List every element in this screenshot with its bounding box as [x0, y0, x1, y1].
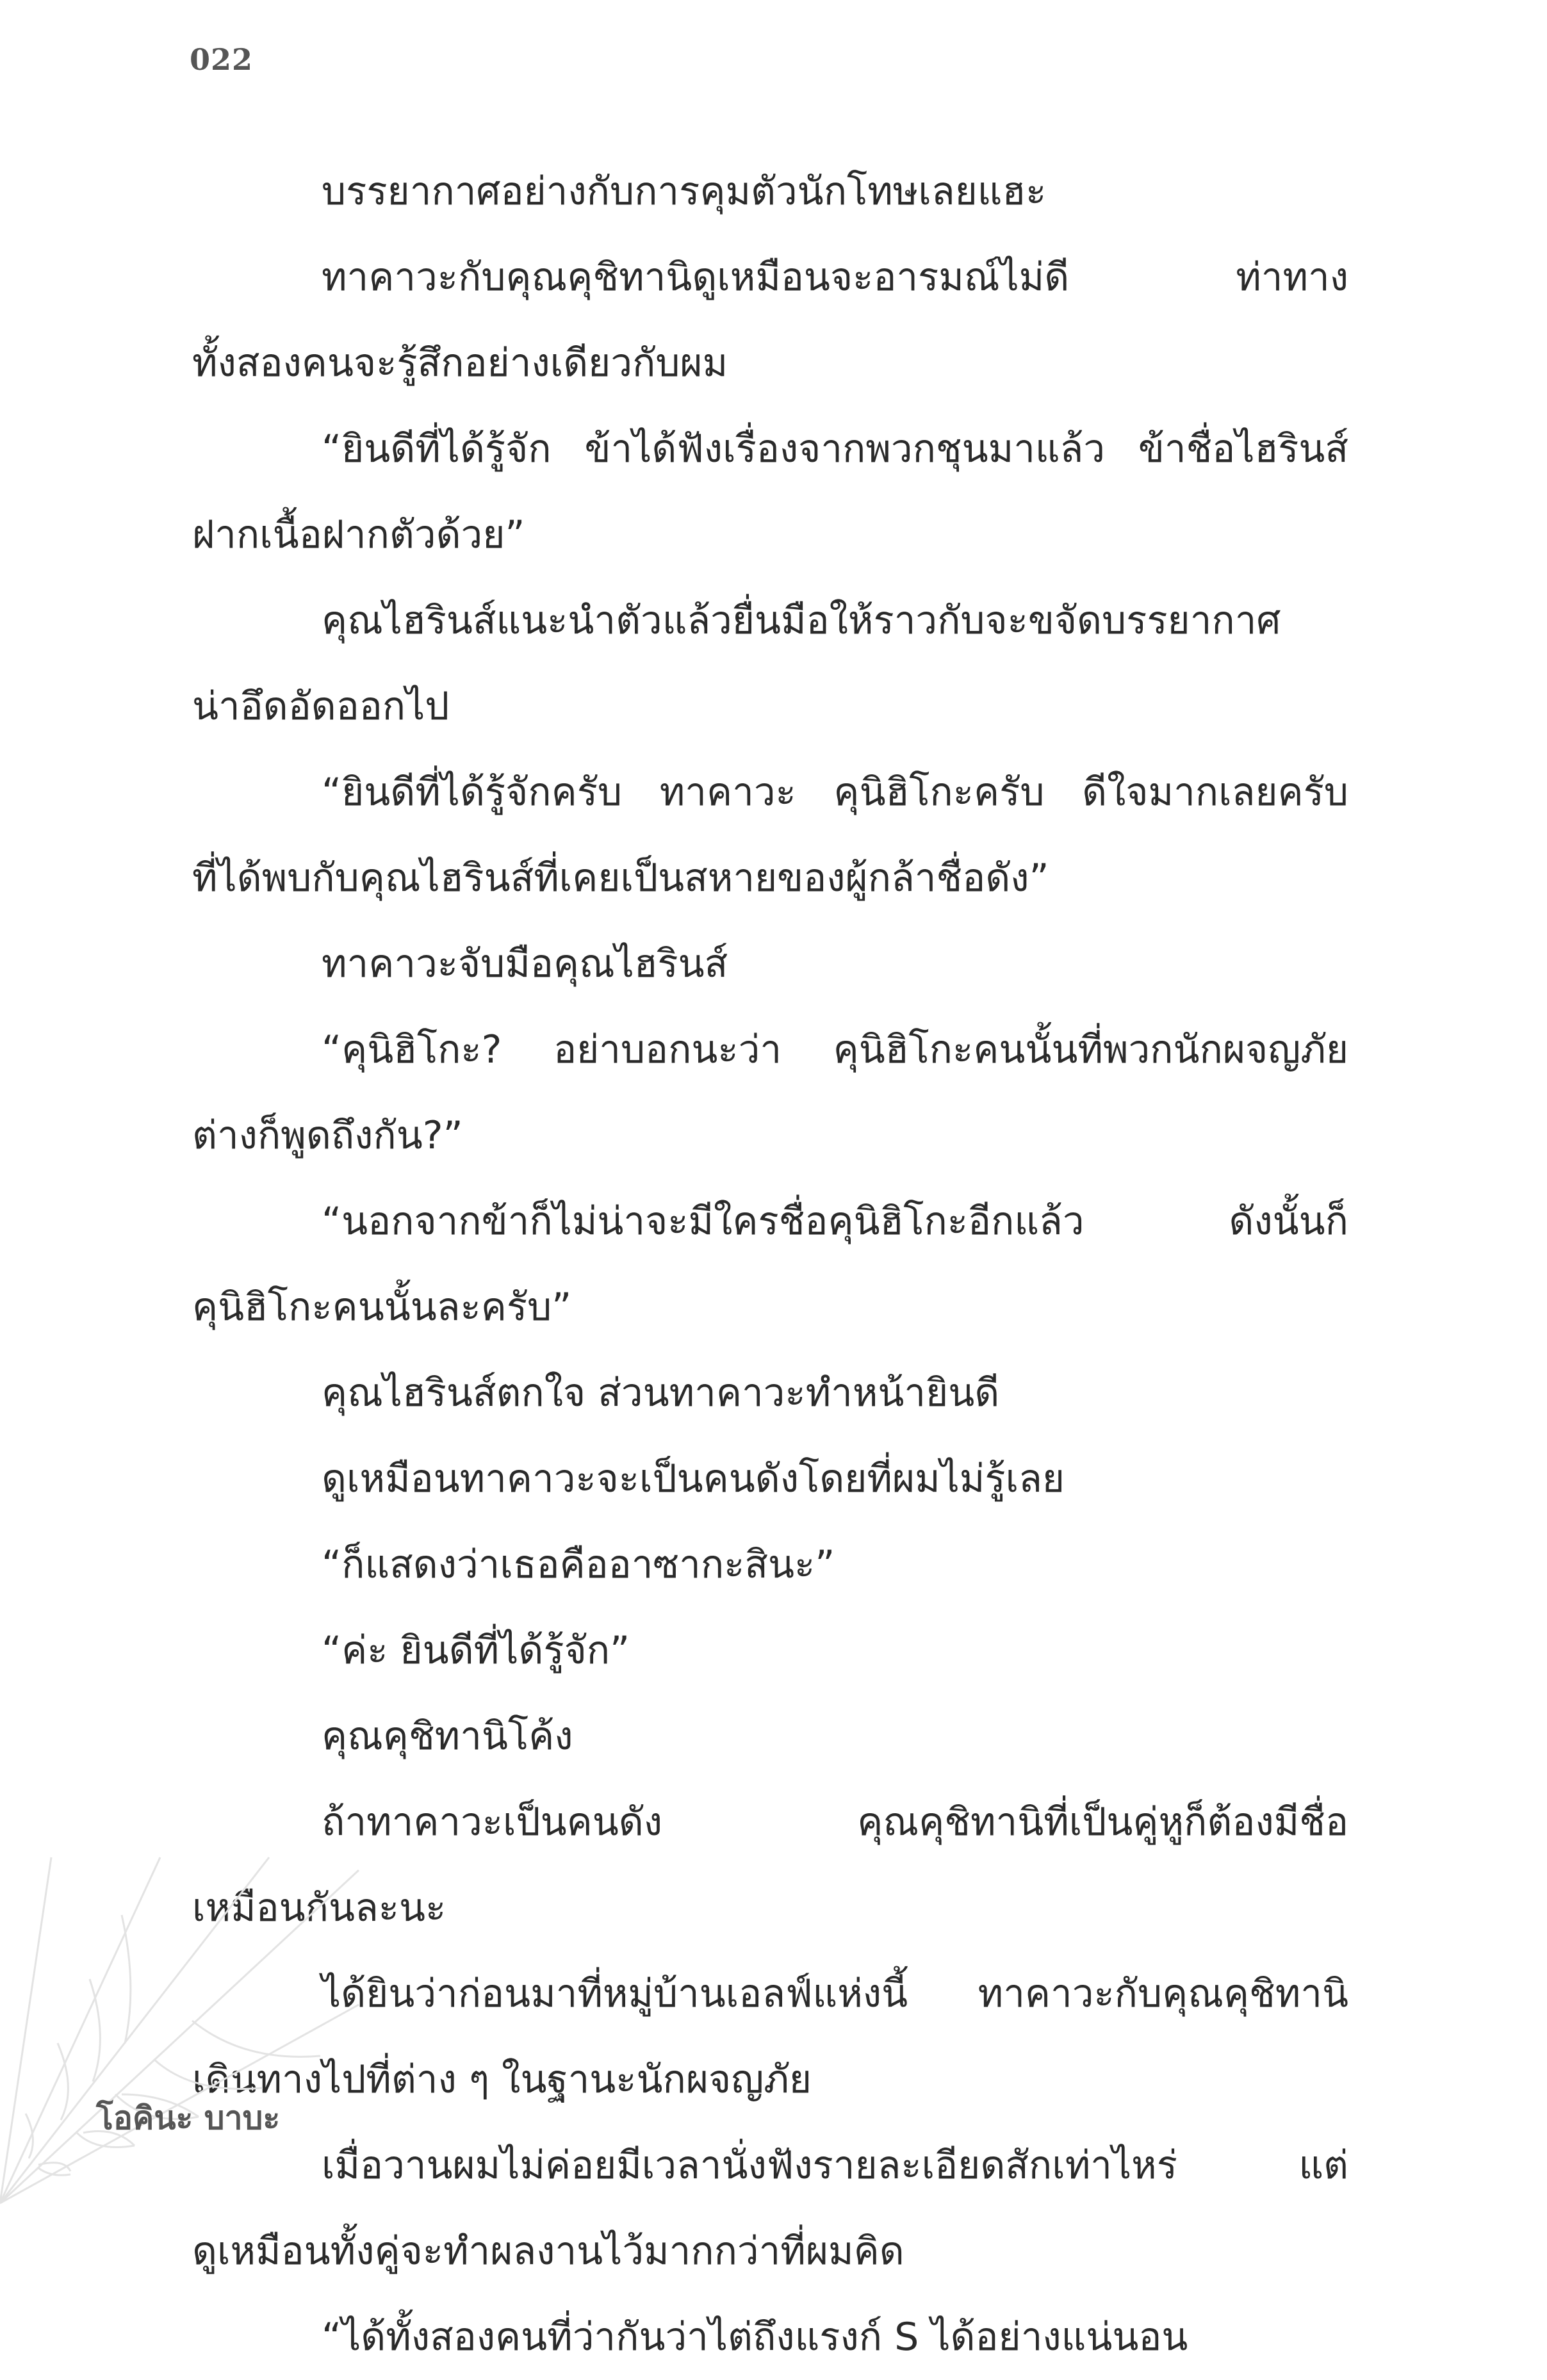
- text-line: บรรยากาศอย่างกับการคุมตัวนักโทษเลยแฮะ: [322, 169, 1047, 214]
- spider-web-decoration: [0, 1857, 359, 2203]
- text-line: ที่ได้พบกับคุณไฮรินส์ที่เคยเป็นสหายของผู้กล้าชื่อดัง”: [192, 856, 1049, 901]
- text-line: ทาคาวะจับมือคุณไฮรินส์: [322, 941, 728, 986]
- text-line: “คุนิฮิโกะ? อย่าบอกนะว่า คุนิฮิโกะคนนั้นที่พวกนักผจญภัย: [322, 1027, 1348, 1072]
- text-line: ได้ยินว่าก่อนมาที่หมู่บ้านเอลฟ์แห่งนี้ ทาคาวะกับคุณคุชิทานิ: [322, 1971, 1348, 2016]
- text-line: เมื่อวานผมไม่ค่อยมีเวลานั่งฟังรายละเอียดสักเท่าไหร่ แต่: [322, 2143, 1348, 2188]
- text-line: คุณไฮรินส์แนะนำตัวแล้วยื่นมือให้ราวกับจะขจัดบรรยากาศ: [322, 598, 1281, 643]
- text-line: “ยินดีที่ได้รู้จัก ข้าได้ฟังเรื่องจากพวกชุนมาแล้ว ข้าชื่อไฮรินส์: [322, 427, 1348, 471]
- text-line: “ก็แสดงว่าเธอคืออาซากะสินะ”: [322, 1542, 835, 1587]
- text-line: เดินทางไปที่ต่าง ๆ ในฐานะนักผจญภัย: [192, 2057, 812, 2102]
- text-line: คุณไฮรินส์ตกใจ ส่วนทาคาวะทำหน้ายินดี: [322, 1371, 1000, 1415]
- text-line: “นอกจากข้าก็ไม่น่าจะมีใครชื่อคุนิฮิโกะอีกแล้ว ดังนั้นก็: [322, 1199, 1348, 1244]
- text-line: ดูเหมือนทั้งคู่จะทำผลงานไว้มากกว่าที่ผมคิด: [192, 2229, 904, 2274]
- text-line: “ยินดีที่ได้รู้จักครับ ทาคาวะ คุนิฮิโกะครับ ดีใจมากเลยครับ: [322, 770, 1348, 815]
- text-line: “ได้ทั้งสองคนที่ว่ากันว่าไต่ถึงแรงก์ S ได้อย่างแน่นอน: [322, 2315, 1188, 2360]
- text-line: คุณคุชิทานิโค้ง: [322, 1714, 573, 1759]
- text-line: ต่างก็พูดถึงกัน?”: [192, 1113, 463, 1158]
- text-line: “ค่ะ ยินดีที่ได้รู้จัก”: [322, 1628, 630, 1673]
- body-text: [192, 149, 1348, 2380]
- text-line: เหมือนกันละนะ: [192, 1886, 446, 1930]
- text-line: ทั้งสองคนจะรู้สึกอย่างเดียวกับผม: [192, 341, 728, 386]
- text-line: น่าอึดอัดออกไป: [192, 684, 450, 729]
- text-line: ดูเหมือนทาคาวะจะเป็นคนดังโดยที่ผมไม่รู้เลย: [322, 1456, 1065, 1501]
- text-line: ทาคาวะกับคุณคุชิทานิดูเหมือนจะอารมณ์ไม่ดี ท่าทาง: [322, 255, 1348, 300]
- footer-author: โอคินะ บาบะ: [96, 2099, 281, 2137]
- page-number: 022: [190, 42, 254, 77]
- text-line: ถ้าทาคาวะเป็นคนดัง คุณคุชิทานิที่เป็นคู่หูก็ต้องมีชื่อ: [322, 1800, 1348, 1845]
- text-line: ฝากเนื้อฝากตัวด้วย”: [192, 512, 525, 557]
- text-line: คุนิฮิโกะคนนั้นละครับ”: [192, 1285, 572, 1330]
